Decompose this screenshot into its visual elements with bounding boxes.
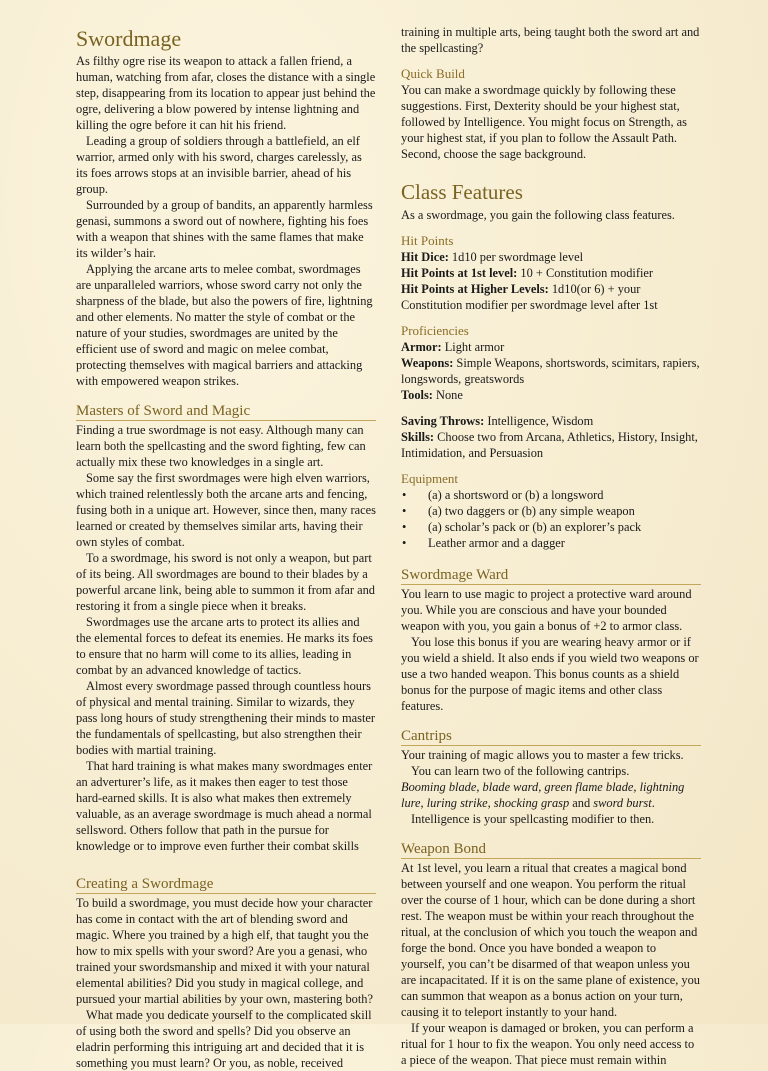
equipment-item: • (a) scholar’s pack or (b) an explorer’s pack — [401, 519, 701, 535]
ward-paragraph: You lose this bonus if you are wearing heavy armor or if you wield a shield. It also ends if you wield two weapons or use a two handed weapon. This bonus counts as a shield bonus for the purpose of magic items and other class features. — [401, 635, 699, 713]
section-heading-weapon-bond: Weapon Bond — [401, 841, 701, 859]
subheading-quick-build: Quick Build — [401, 66, 465, 81]
ward-paragraph: You learn to use magic to project a protective ward around you. While you are conscious and have your bounded weapon with you, you gain a bonus of +2 to armor class. — [401, 587, 692, 633]
intro-paragraph: Applying the arcane arts to melee combat, swordmages are unparalleled warriors, whose sword carry not only the sharpness of the blade, but also the powers of fire, lightning and other elements. No matter the style of combat or the nature of your studies, swordmages are united by the efficient use of sword and magic on melee combat, protecting themselves with magical barriers and attacking with empowered weapon strikes. — [76, 262, 373, 388]
section-heading-masters: Masters of Sword and Magic — [76, 403, 376, 421]
intro-paragraph: Surrounded by a group of bandits, an apparently harmless genasi, summons a sword out of nowhere, fighting his foes with a weapon that shines with the same flames that make its wilder’s hair. — [76, 198, 373, 260]
spacer — [401, 403, 701, 413]
subheading-proficiencies: Proficiencies — [401, 323, 469, 338]
subheading-hit-points: Hit Points — [401, 233, 454, 248]
section-heading-swordmage-ward: Swordmage Ward — [401, 567, 701, 585]
masters-paragraph: Finding a true swordmage is not easy. Although many can learn both the spellcasting and the sword fighting, few can actually mix these two knowledges in a single art. — [76, 423, 366, 469]
section-heading-cantrips: Cantrips — [401, 728, 701, 746]
cantrips-paragraph: You can learn two of the following cantrips. — [411, 764, 630, 778]
section-heading-creating: Creating a Swordmage — [76, 876, 376, 894]
cantrips-list: Booming blade, blade ward, green flame blade, lightning lure, luring strike, shocking grasp and sword burst. — [401, 780, 685, 810]
equipment-item: • Leather armor and a dagger — [401, 535, 701, 551]
equipment-item: • (a) two daggers or (b) any simple weapon — [401, 503, 701, 519]
cantrips-paragraph: Intelligence is your spellcasting modifier to then. — [411, 812, 655, 826]
quick-build-text: You can make a swordmage quickly by following these suggestions. First, Dexterity should be your highest stat, followed by Intelligence. You might focus on Strength, as your highest stat, if you plan to follow the Assault Path. Second, choose the sage background. — [401, 83, 687, 161]
masters-paragraph: Some say the first swordmages were high elven warriors, which trained relentlessly both the arcane arts and fencing, fusing both in a unique art. However, since then, many races learned or created by themselves similar arts, having their own styles of combat. — [76, 471, 376, 549]
left-column — [76, 0, 376, 1071]
chapter-heading-class-features: Class Features — [401, 180, 523, 204]
hit-points-higher-levels-row: Hit Points at Higher Levels: 1d10(or 6) + your Constitution modifier per swordmage level after 1st — [401, 282, 658, 312]
equipment-list — [401, 487, 701, 551]
right-column — [401, 0, 701, 1068]
armor-row: Armor: Light armor — [401, 340, 505, 354]
creating-paragraph: To build a swordmage, you must decide how your character has come in contact with the art of blending sword and magic. Where you trained by a high elf, that taught you the how to mix spells with your sword? Are you a genasi, who trained your swordsmanship and mixed it with your natural elemental abilities? Did you study in magical college, and pursued your martial abilities by your own, mastering both? — [76, 896, 373, 1006]
equipment-item: • (a) a shortsword or (b) a longsword — [401, 487, 701, 503]
hit-points-first-level-row: Hit Points at 1st level: 10 + Constitution modifier — [401, 266, 654, 280]
weapon-bond-paragraph: If your weapon is damaged or broken, you can perform a ritual for 1 hour to fix the weapon. You only need access to a piece of the weapon. That piece must remain within — [401, 1021, 695, 1067]
masters-paragraph: That hard training is what makes many swordmages enter an adverturer’s life, as it makes then eager to test those hard-earned skills. It is also what makes then extremely valuable, as an average swordmage is much ahead a normal sellsword. Others follow that path in the pursue for knowledge or to improve even further their combat skills — [76, 759, 373, 853]
creating-paragraph-continued: training in multiple arts, being taught both the sword art and the spellcasting? — [401, 25, 700, 55]
subheading-equipment: Equipment — [401, 471, 459, 486]
saving-throws-row: Saving Throws: Intelligence, Wisdom — [401, 414, 594, 428]
intro-paragraph: As filthy ogre rise its weapon to attack a fallen friend, a human, watching from afar, closes the distance with a single step, disappearing from its location to appear just behind the ogre, delivering a blow powered by intense lightning and killing the ogre before it can hit his friend. — [76, 54, 376, 132]
masters-paragraph: To a swordmage, his sword is not only a weapon, but part of its being. All swordmages are bound to their blades by a powerful arcane link, being able to summon it from afar and restoring it from a single piece when it breaks. — [76, 551, 375, 613]
skills-row: Skills: Choose two from Arcana, Athletics, History, Insight, Intimidation, and Persuasion — [401, 430, 698, 460]
creating-paragraph: What made you dedicate yourself to the complicated skill of using both the sword and spells? Did you observe an eladrin performing this intriguing art and decided that it is something you must learn? Or you, as noble, received — [76, 1008, 372, 1070]
intro-paragraph: Leading a group of soldiers through a battlefield, an elf warrior, armed only with his sword, charges carelessly, as its foes arrows stops at an invisible barrier, ahead of his group. — [76, 134, 362, 196]
masters-paragraph: Swordmages use the arcane arts to protect its allies and the elemental forces to defeat its enemies. He marks its foes to ensure that no harm will come to its allies, leading in combat by an advanced knowledge of tactics. — [76, 615, 373, 677]
cantrips-paragraph: Your training of magic allows you to master a few tricks. — [401, 748, 684, 762]
weapon-bond-paragraph: At 1st level, you learn a ritual that creates a magical bond between yourself and one weapon. You perform the ritual over the course of 1 hour, which can be done during a short rest. The weapon must be within your reach throughout the ritual, at the conclusion of which you touch the weapon and forge the bond. Once you have bonded a weapon to yourself, you can’t be disarmed of that weapon unless you are incapacitated. If it is on the same plane of existence, you can summon that weapon as a bonus action on your turn, causing it to teleport instantly to your hand. — [401, 861, 700, 1019]
page-title: Swordmage — [76, 26, 182, 51]
class-features-intro: As a swordmage, you gain the following class features. — [401, 208, 675, 222]
masters-paragraph: Almost every swordmage passed through countless hours of physical and mental training. Similar to wizards, they pass long hours of study strengthening their minds to master the fundamentals of spellcasting, but also strengthen their bodies with martial training. — [76, 679, 376, 757]
tools-row: Tools: None — [401, 388, 463, 402]
weapons-row: Weapons: Simple Weapons, shortswords, scimitars, rapiers, longswords, greatswords — [401, 356, 700, 386]
hit-dice-row: Hit Dice: 1d10 per swordmage level — [401, 250, 584, 264]
